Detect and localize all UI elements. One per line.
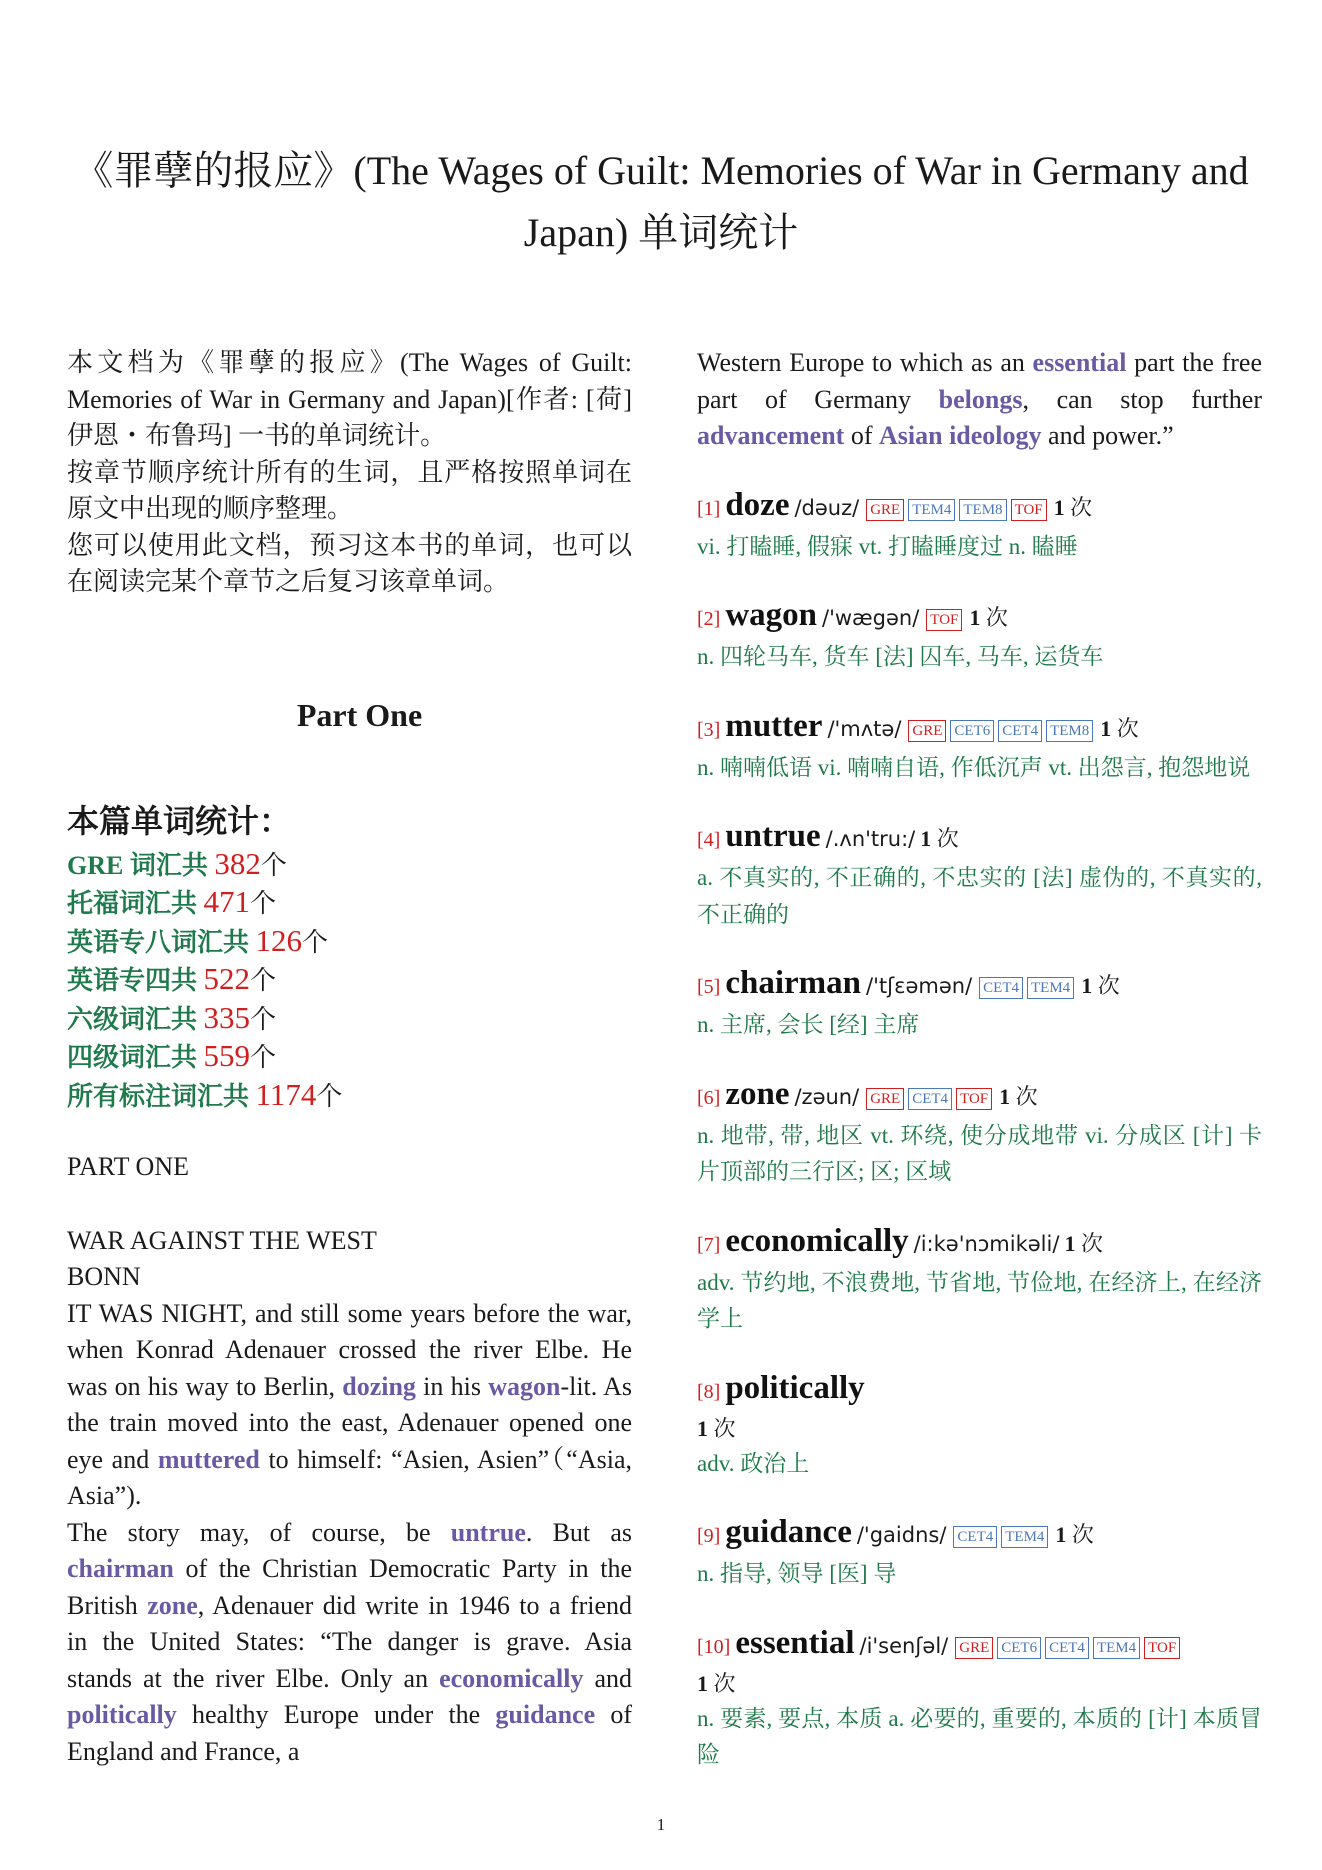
entry-phonetic: /'wægən/ [822, 606, 920, 630]
entry-count [999, 1084, 1038, 1109]
stat-line [67, 961, 632, 1000]
entry-phonetic: /dəuz/ [794, 495, 860, 520]
text-segment: , can stop further [1022, 384, 1262, 414]
stat-label: 英语专八词汇共 [67, 927, 256, 957]
stat-line [67, 846, 632, 885]
highlighted-word: chairman [67, 1554, 174, 1583]
text-segment: The story may, of course, be [67, 1517, 451, 1547]
page-number: 1 [656, 1815, 666, 1834]
count-number: 1 [920, 826, 932, 851]
exam-tag: TEM4 [1027, 977, 1074, 999]
chapter-title: WAR AGAINST THE WEST [67, 1225, 377, 1255]
text-segment: to himself: “Asien, Asien”（“Asia, Asia”). [67, 1444, 632, 1510]
stat-label: 六级词汇共 [67, 1004, 204, 1034]
exam-tag: TOF [1144, 1637, 1180, 1659]
entry-definition: n. 指导, 领导 [医] 导 [697, 1561, 897, 1586]
entry-count [697, 1416, 736, 1441]
highlighted-word: wagon [488, 1371, 561, 1401]
exam-tag: TEM8 [959, 499, 1006, 521]
entry-phonetic: /i'senʃəl/ [859, 1633, 949, 1658]
exam-tag: GRE [908, 720, 946, 742]
entry-index: [8] [697, 1380, 721, 1403]
highlighted-word: untrue [450, 1517, 526, 1547]
entry-header [697, 1221, 1262, 1265]
stats-title: 本篇单词统计： [67, 802, 292, 839]
entry-phonetic: /zəun/ [794, 1084, 860, 1109]
stat-line [67, 1000, 632, 1039]
exam-tag: GRE [866, 1088, 904, 1110]
count-unit: 次 [1010, 1083, 1038, 1109]
count-number: 1 [1081, 973, 1093, 998]
entry-definition: a. 不真实的, 不正确的, 不忠实的 [法] 虚伪的, 不真实的, 不正确的 [697, 865, 1262, 927]
highlighted-word: zone [147, 1590, 198, 1620]
stat-count: 126 [255, 922, 303, 958]
text-segment: Western Europe to which as an [697, 348, 1033, 377]
vocab-entry [697, 706, 1262, 787]
entry-phonetic: /.ʌn'tru:/ [825, 827, 916, 851]
stat-label: 所有标注词汇共 [67, 1081, 256, 1111]
exam-tag: CET4 [1045, 1637, 1089, 1659]
highlighted-word: guidance [495, 1700, 596, 1729]
count-number: 1 [1064, 1230, 1076, 1256]
stats-list [67, 846, 632, 1116]
entry-index: [10] [697, 1635, 731, 1658]
stat-label: 四级词汇共 [67, 1043, 204, 1072]
text-segment: and power.” [1041, 421, 1174, 450]
entry-definition: n. 喃喃低语 vi. 喃喃自语, 作低沉声 vt. 出怨言, 抱怨地说 [697, 754, 1251, 780]
count-unit: 次 [1092, 973, 1120, 998]
entry-header [697, 706, 1262, 750]
place-heading: BONN [67, 1262, 141, 1291]
stat-unit: 个 [250, 966, 277, 995]
stat-unit: 个 [316, 1081, 343, 1111]
vocab-entry [697, 595, 1262, 676]
entry-count-line [697, 1667, 1262, 1701]
exam-tag: TOF [926, 609, 962, 631]
entry-index: [9] [697, 1525, 721, 1547]
entry-phonetic: /'mʌtə/ [827, 716, 902, 741]
entry-word: mutter [725, 707, 823, 744]
exam-tag: GRE [866, 499, 904, 521]
entry-word: doze [725, 486, 790, 523]
count-unit: 次 [1066, 1522, 1094, 1547]
entry-header [697, 1074, 1262, 1118]
count-number: 1 [697, 1670, 708, 1696]
exam-tag: CET6 [950, 720, 994, 742]
exam-tag: CET4 [998, 720, 1042, 742]
entry-header [697, 1368, 1262, 1412]
vocab-entry [697, 963, 1262, 1044]
stat-line [67, 884, 632, 923]
entry-index: [7] [697, 1233, 721, 1256]
vocab-entry [697, 1368, 1262, 1483]
text-segment: of the Christian Democratic Party in the British [67, 1554, 632, 1620]
exam-tag: CET4 [908, 1088, 952, 1110]
text-segment: part the free part of Germany [697, 348, 1262, 414]
highlighted-word: dozing [342, 1371, 416, 1401]
count-unit: 次 [1111, 715, 1139, 741]
entry-word: essential [735, 1624, 855, 1661]
stat-count: 382 [214, 845, 261, 881]
entry-header [697, 963, 1262, 1007]
entry-word: zone [725, 1075, 790, 1112]
part-label: PART ONE [67, 1152, 189, 1181]
entry-word: politically [725, 1369, 865, 1406]
body-paragraph [697, 345, 1262, 455]
intro-line: 本文档为《罪孽的报应》(The Wages of Guilt: Memories of War in Germany and Japan)[作者: [荷] 伊恩・布鲁玛] 一书的单词统计。 [67, 348, 632, 450]
stat-unit: 个 [250, 1043, 277, 1072]
entry-definition: vi. 打瞌睡, 假寐 vt. 打瞌睡度过 n. 瞌睡 [697, 533, 1078, 559]
entry-word: guidance [725, 1514, 852, 1550]
entry-index: [5] [697, 976, 721, 998]
highlighted-word: essential [1032, 348, 1127, 377]
entry-index: [3] [697, 718, 721, 741]
entry-definition: adv. 节约地, 不浪费地, 节省地, 节俭地, 在经济上, 在经济学上 [697, 1269, 1262, 1331]
body-paragraph [67, 1296, 632, 1515]
entry-header [697, 595, 1262, 639]
text-segment: of England and France, a [67, 1700, 632, 1766]
count-unit: 次 [931, 826, 959, 851]
stat-line [67, 1038, 632, 1077]
stat-line [67, 1077, 632, 1116]
entry-definition: n. 主席, 会长 [经] 主席 [697, 1012, 920, 1037]
count-unit: 次 [708, 1415, 736, 1441]
intro-line: 按章节顺序统计所有的生词，且严格按照单词在原文中出现的顺序整理。 [67, 457, 632, 523]
entry-count [969, 605, 1008, 630]
body-paragraph [67, 1515, 632, 1771]
highlighted-word: muttered [157, 1444, 260, 1474]
entry-index: [2] [697, 608, 721, 630]
entry-header [697, 1512, 1262, 1556]
stat-count: 1174 [255, 1076, 317, 1112]
entry-count [1081, 973, 1120, 998]
exam-tag: TEM4 [908, 499, 955, 521]
entry-word: chairman [725, 965, 861, 1001]
stat-unit: 个 [250, 889, 277, 918]
entry-word: economically [725, 1222, 909, 1259]
entry-phonetic: /i:kə'nɔmikəli/ [913, 1231, 1060, 1256]
entry-index: [6] [697, 1086, 721, 1109]
count-unit: 次 [980, 605, 1008, 630]
highlighted-word: economically [439, 1663, 584, 1693]
stat-line [67, 923, 632, 962]
entry-count [1055, 1522, 1094, 1547]
text-segment: . But as [525, 1517, 632, 1547]
entry-word: wagon [725, 597, 818, 633]
entry-count [1064, 1231, 1103, 1256]
count-number: 1 [999, 1083, 1011, 1109]
count-number: 1 [1055, 1522, 1067, 1547]
exam-tag: TEM8 [1046, 720, 1093, 742]
part-heading: Part One [296, 696, 423, 733]
right-column [697, 345, 1262, 1774]
highlighted-word: Asian [879, 421, 943, 450]
stat-label: 托福词汇共 [67, 889, 204, 918]
vocab-entry [697, 1074, 1262, 1191]
exam-tag: TOF [956, 1088, 992, 1110]
entry-definition: n. 地带, 带, 地区 vt. 环绕, 使分成地带 vi. 分成区 [计] 卡片顶部的三行区; 区; 区域 [697, 1122, 1262, 1184]
count-unit: 次 [1075, 1230, 1103, 1256]
vocab-entry [697, 1623, 1262, 1774]
entry-count [1054, 495, 1093, 520]
stat-unit: 个 [250, 1004, 277, 1034]
highlighted-word: ideology [949, 421, 1042, 450]
vocabulary-list [697, 485, 1262, 1774]
text-segment: , Adenauer did write in 1946 to a friend in the United States: “The danger is grave. Asia stands at the river Elbe. Only an [67, 1590, 632, 1693]
text-segment: and [583, 1663, 632, 1693]
stat-label: 英语专四共 [67, 966, 204, 995]
entry-count [920, 826, 959, 851]
exam-tag: TOF [1011, 499, 1047, 521]
highlighted-word: belongs [938, 384, 1023, 414]
stat-count: 471 [203, 884, 251, 919]
intro [67, 345, 632, 601]
document-title: 《罪孽的报应》(The Wages of Guilt: Memories of War in Germany and Japan) 单词统计 [73, 148, 1249, 255]
entry-count [1100, 716, 1139, 741]
stat-unit: 个 [302, 927, 329, 957]
count-number: 1 [1053, 494, 1065, 520]
entry-word: untrue [725, 818, 821, 854]
exam-tag: CET4 [953, 1526, 997, 1548]
exam-tag: TEM4 [1093, 1637, 1140, 1659]
count-number: 1 [1100, 715, 1112, 741]
stat-unit: 个 [260, 850, 287, 880]
text-segment: -lit. As the train moved into the east, Adenauer opened one eye and [67, 1371, 632, 1474]
text-segment: in his [415, 1371, 489, 1401]
text-segment: of [844, 421, 879, 450]
entry-count [697, 1671, 736, 1696]
highlighted-word: advancement [697, 421, 845, 450]
entry-phonetic: /'gaidns/ [856, 1523, 947, 1547]
entry-definition: n. 要素, 要点, 本质 a. 必要的, 重要的, 本质的 [计] 本质冒险 [697, 1705, 1262, 1767]
entry-header [697, 485, 1262, 529]
text-segment: IT WAS NIGHT, and still some years before the war, when Konrad Adenauer crossed the river Elbe. He was on his way to Berlin, [67, 1298, 632, 1401]
stat-label: GRE 词汇共 [67, 850, 215, 880]
exam-tag: CET4 [979, 977, 1023, 999]
entry-phonetic: /'tʃɛəmən/ [866, 974, 973, 998]
exam-tag: TEM4 [1001, 1526, 1048, 1548]
left-column [67, 345, 632, 1770]
count-unit: 次 [1064, 494, 1093, 520]
vocab-entry [697, 1221, 1262, 1338]
intro-line: 您可以使用此文档，预习这本书的单词，也可以在阅读完某个章节之后复习该章单词。 [67, 530, 632, 596]
entry-count-line [697, 1412, 1262, 1446]
exam-tag: CET6 [997, 1637, 1041, 1659]
highlighted-word: politically [67, 1700, 177, 1729]
vocab-entry [697, 1512, 1262, 1593]
entry-index: [1] [697, 497, 721, 520]
exam-tag: GRE [955, 1637, 993, 1659]
vocab-entry [697, 816, 1262, 933]
entry-header [697, 1623, 1262, 1667]
entry-definition: adv. 政治上 [697, 1450, 810, 1476]
entry-index: [4] [697, 829, 721, 851]
count-number: 1 [969, 605, 981, 630]
stat-count: 522 [203, 961, 251, 996]
text-segment: healthy Europe under the [176, 1700, 496, 1729]
stat-count: 335 [203, 999, 251, 1035]
count-unit: 次 [708, 1670, 736, 1696]
entry-definition: n. 四轮马车, 货车 [法] 囚车, 马车, 运货车 [697, 644, 1104, 669]
entry-header [697, 816, 1262, 860]
stat-count: 559 [203, 1038, 251, 1073]
vocab-entry [697, 485, 1262, 566]
count-number: 1 [697, 1415, 708, 1441]
